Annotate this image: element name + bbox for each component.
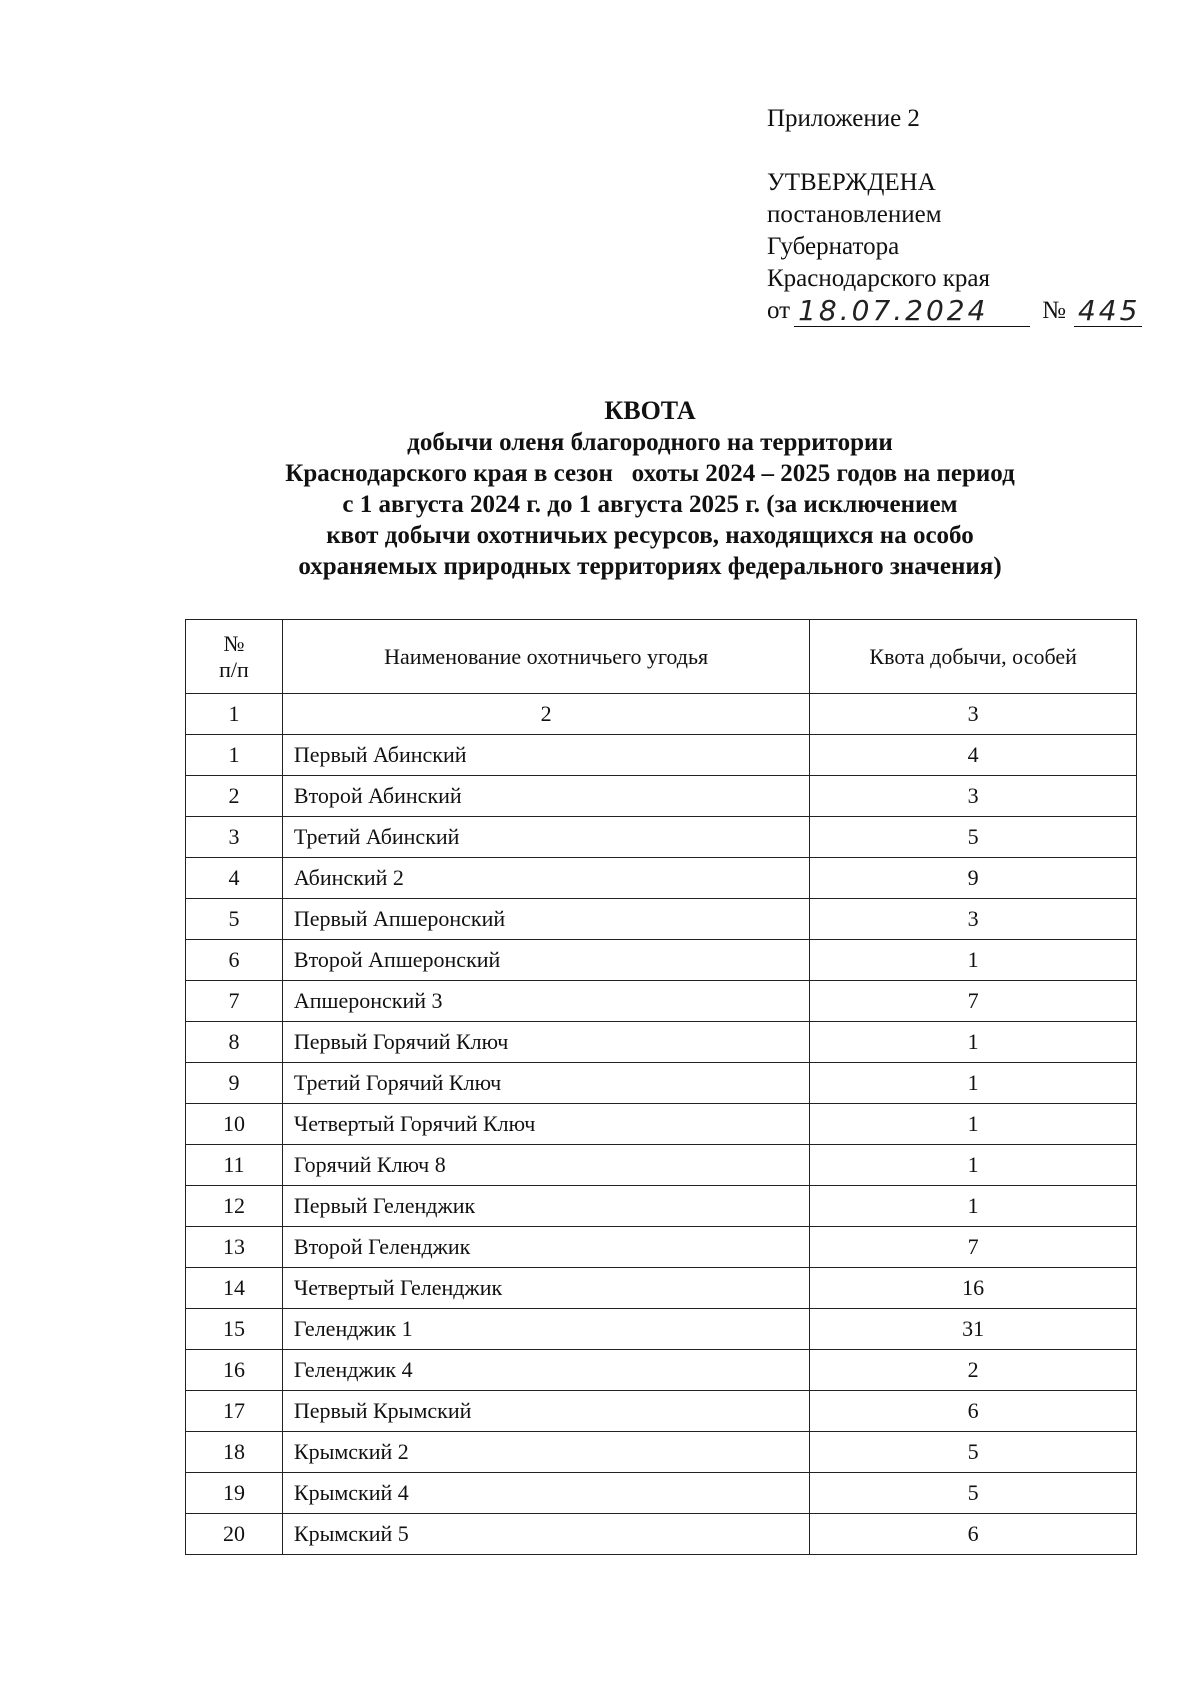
hunting-ground-name: Второй Апшеронский xyxy=(282,940,809,981)
hunting-ground-name: Апшеронский 3 xyxy=(282,981,809,1022)
table-row xyxy=(186,981,1137,1022)
header-quota: Квота добычи, особей xyxy=(810,620,1137,694)
row-number: 10 xyxy=(186,1104,283,1145)
row-number: 14 xyxy=(186,1268,283,1309)
row-number: 9 xyxy=(186,1063,283,1104)
row-number: 3 xyxy=(186,817,283,858)
table-row xyxy=(186,1432,1137,1473)
approved-label: УТВЕРЖДЕНА xyxy=(767,169,936,196)
title-main: КВОТА xyxy=(604,396,696,425)
quota-value: 5 xyxy=(810,817,1137,858)
title-line-1: добычи оленя благородного на территории xyxy=(407,429,893,456)
hunting-ground-name: Четвертый Горячий Ключ xyxy=(282,1104,809,1145)
quota-value: 2 xyxy=(810,1350,1137,1391)
quota-value: 7 xyxy=(810,981,1137,1022)
row-number: 5 xyxy=(186,899,283,940)
quota-value: 6 xyxy=(810,1391,1137,1432)
hunting-ground-name: Абинский 2 xyxy=(282,858,809,899)
row-number: 15 xyxy=(186,1309,283,1350)
table-header-row xyxy=(186,620,1137,694)
hunting-ground-name: Первый Крымский xyxy=(282,1391,809,1432)
row-number: 19 xyxy=(186,1473,283,1514)
resolution-label: постановлением xyxy=(767,201,942,228)
hunting-ground-name: Первый Апшеронский xyxy=(282,899,809,940)
quota-value: 3 xyxy=(810,899,1137,940)
handwritten-date: 18.07.2024 xyxy=(794,296,1030,327)
table-row xyxy=(186,1473,1137,1514)
table-row xyxy=(186,817,1137,858)
quota-value: 1 xyxy=(810,1145,1137,1186)
row-number: 11 xyxy=(186,1145,283,1186)
quota-value: 3 xyxy=(810,776,1137,817)
row-number: 18 xyxy=(186,1432,283,1473)
date-number-row xyxy=(767,295,1167,327)
table-row xyxy=(186,1350,1137,1391)
date-prefix: от xyxy=(767,297,791,324)
column-number-2: 2 xyxy=(282,694,809,735)
table-row xyxy=(186,1104,1137,1145)
table-row xyxy=(186,1268,1137,1309)
hunting-ground-name: Четвертый Геленджик xyxy=(282,1268,809,1309)
table-row xyxy=(186,1309,1137,1350)
table-row xyxy=(186,1186,1137,1227)
title-line-3: с 1 августа 2024 г. до 1 августа 2025 г. (за исключением xyxy=(342,491,958,518)
table-row xyxy=(186,940,1137,981)
quota-value: 5 xyxy=(810,1432,1137,1473)
handwritten-number: 445 xyxy=(1074,296,1142,327)
quota-table xyxy=(185,619,1137,1555)
row-number: 20 xyxy=(186,1514,283,1555)
table-row xyxy=(186,1227,1137,1268)
table-row xyxy=(186,1022,1137,1063)
row-number: 6 xyxy=(186,940,283,981)
quota-value: 4 xyxy=(810,735,1137,776)
table-row xyxy=(186,858,1137,899)
hunting-ground-name: Геленджик 1 xyxy=(282,1309,809,1350)
row-number: 17 xyxy=(186,1391,283,1432)
row-number: 13 xyxy=(186,1227,283,1268)
approval-block xyxy=(767,103,1167,327)
table-row xyxy=(186,776,1137,817)
governor-label: Губернатора xyxy=(767,233,900,260)
row-number: 12 xyxy=(186,1186,283,1227)
hunting-ground-name: Крымский 4 xyxy=(282,1473,809,1514)
table-row xyxy=(186,1514,1137,1555)
hunting-ground-name: Третий Горячий Ключ xyxy=(282,1063,809,1104)
hunting-ground-name: Третий Абинский xyxy=(282,817,809,858)
table-row xyxy=(186,1145,1137,1186)
quota-value: 6 xyxy=(810,1514,1137,1555)
table-row xyxy=(186,1391,1137,1432)
row-number: 4 xyxy=(186,858,283,899)
quota-value: 1 xyxy=(810,1022,1137,1063)
hunting-ground-name: Горячий Ключ 8 xyxy=(282,1145,809,1186)
header-hunting-ground: Наименование охотничьего угодья xyxy=(282,620,809,694)
hunting-ground-name: Второй Геленджик xyxy=(282,1227,809,1268)
hunting-ground-name: Геленджик 4 xyxy=(282,1350,809,1391)
hunting-ground-name: Первый Геленджик xyxy=(282,1186,809,1227)
quota-value: 1 xyxy=(810,1104,1137,1145)
header-number: № п/п xyxy=(186,620,283,694)
hunting-ground-name: Крымский 2 xyxy=(282,1432,809,1473)
hunting-ground-name: Первый Абинский xyxy=(282,735,809,776)
quota-value: 1 xyxy=(810,1186,1137,1227)
table-row xyxy=(186,1063,1137,1104)
hunting-ground-name: Второй Абинский xyxy=(282,776,809,817)
quota-value: 9 xyxy=(810,858,1137,899)
row-number: 7 xyxy=(186,981,283,1022)
row-number: 8 xyxy=(186,1022,283,1063)
quota-value: 1 xyxy=(810,1063,1137,1104)
hunting-ground-name: Первый Горячий Ключ xyxy=(282,1022,809,1063)
table-row xyxy=(186,899,1137,940)
document-title xyxy=(150,395,1150,582)
row-number: 16 xyxy=(186,1350,283,1391)
title-line-4: квот добычи охотничьих ресурсов, находящихся на особо xyxy=(326,522,974,549)
quota-value: 5 xyxy=(810,1473,1137,1514)
row-number: 1 xyxy=(186,735,283,776)
quota-value: 7 xyxy=(810,1227,1137,1268)
quota-value: 31 xyxy=(810,1309,1137,1350)
row-number: 2 xyxy=(186,776,283,817)
region-label: Краснодарского края xyxy=(767,265,990,292)
column-number-3: 3 xyxy=(810,694,1137,735)
quota-value: 1 xyxy=(810,940,1137,981)
annex-label: Приложение 2 xyxy=(767,105,920,132)
column-number-row xyxy=(186,694,1137,735)
table-row xyxy=(186,735,1137,776)
title-line-2: Краснодарского края в сезон охоты 2024 – 2025 годов на период xyxy=(285,460,1015,487)
hunting-ground-name: Крымский 5 xyxy=(282,1514,809,1555)
number-label: № xyxy=(1042,297,1066,324)
quota-value: 16 xyxy=(810,1268,1137,1309)
column-number-1: 1 xyxy=(186,694,283,735)
title-line-5: охраняемых природных территориях федерального значения) xyxy=(298,553,1002,580)
